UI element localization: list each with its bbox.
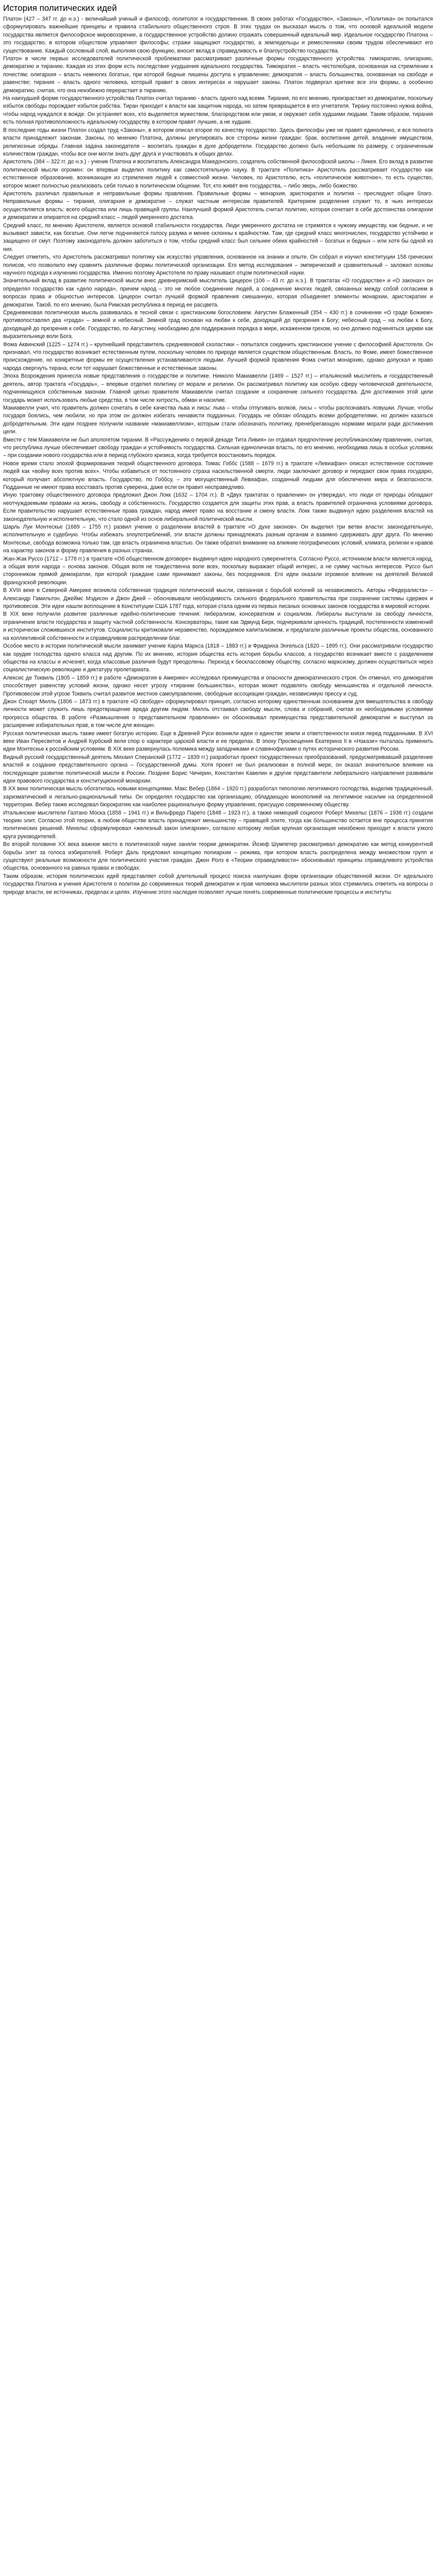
paragraph-14: Вместе с тем Макиавелли не был апологетом тирании. В «Рассуждениях о первой декаде Тита Ливия» он отдавал предпочтение республиканскому правлению, считая, что республика лучше обеспечивает свободу граждан и устойчивость государства. Сильная единоличная власть, по его мнению, необходима лишь в особых условиях – при создании нового государства или в период глубокого кризиса, когда требуется восстановить порядок. [3,436,433,459]
paragraph-18: Жан-Жак Руссо (1712 – 1778 гг.) в трактате «Об общественном договоре» выдвинул идею народного суверенитета. Согласно Руссо, источником власти является народ, а общая воля народа – основа законов. Общая воля не тождественна воле всех, поскольку выражает общий интерес, а не сумму частных интересов. Руссо был сторонником прямой демократии, при которой граждане сами принимают законы, без посредников. Его идеи оказали огромное влияние на деятелей Великой французской революции. [3,555,433,586]
paragraph-21: Особое место в истории политической мысли занимает учение Карла Маркса (1818 – 1883 гг.) и Фридриха Энгельса (1820 – 1895 гг.). Они рассматривали государство как орудие господства одного класса над другим. По их мнению, история общества есть история борьбы классов, а государство возникает вместе с разделением общества на классы и исчезнет, когда классовые различия будут преодолены. Переход к бесклассовому обществу, согласно марксизму, должен осуществиться через социалистическую революцию и диктатуру пролетариата. [3,643,433,673]
paragraph-17: Шарль Луи Монтескье (1689 – 1755 гг.) развил учение о разделении властей в трактате «О духе законов». Он выделил три ветви власти: законодательную, исполнительную и судебную. Чтобы избежать злоупотреблений, эти власти должны принадлежать разным органам и взаимно сдерживать друг друга. По мнению Монтескье, свобода возможна только там, где власть ограничена властью. Он также обратил внимание на влияние географических условий, климата, религии и нравов на характер законов и форму правления в разных странах. [3,524,433,554]
paragraph-7: Средний класс, по мнению Аристотеля, является основой стабильности государства. Люди умеренного достатка не стремятся к чужому имуществу, как бедные, и не вызывают зависти, как богатые. Они легче подчиняются голосу разума и менее склонны к крайностям. Там, где средний класс многочислен, государство устойчиво и защищено от смут. Поэтому законодатель должен заботиться о том, чтобы средний класс был сильнее обеих крайностей – богатых и бедных – или хотя бы одной из них. [3,222,433,252]
paragraph-11: Фома Аквинский (1225 – 1274 гг.) – крупнейший представитель средневековой схоластики – попытался соединить христианское учение с философией Аристотеля. Он признавал, что государство возникает естественным путем, поскольку человек по природе является существом общественным. Власть, по Фоме, имеет божественное происхождение, но конкретные формы ее осуществления устанавливаются людьми. Лучшей формой правления Фома считал монархию, однако допускал и право народа свергнуть тирана, если тот нарушает божественные и естественные законы. [3,341,433,371]
paragraph-8: Следует отметить, что Аристотель рассматривал политику как искусство управления, основанное на знании и опыте. Он собрал и изучил конституции 158 греческих полисов, что позволило ему сравнить различные формы политической организации. Его метод исследования – эмпирический и сравнительный – заложил основы научного подхода к изучению государства. Именно поэтому Аристотеля по праву называют отцом политической науки. [3,254,433,276]
paragraph-12: Эпоха Возрождения принесла новые представления о государстве и политике. Никколо Макиавелли (1469 – 1527 гг.) – итальянский мыслитель и государственный деятель, автор трактата «Государь», – впервые отделил политику от морали и религии. Он рассматривал политику как особую сферу человеческой деятельности, подчиняющуюся собственным законам. Главной целью правителя Макиавелли считал создание и сохранение сильного государства. Для достижения этой цели государь может использовать любые средства, в том числе хитрость, обман и насилие. [3,373,433,403]
paragraph-27: Итальянские мыслители Гаэтано Моска (1858 – 1941 гг.) и Вильфредо Парето (1848 – 1923 гг.), а также немецкий социолог Роберт Михельс (1876 – 1936 гг.) создали теорию элит. Согласно этой теории, в любом обществе власть принадлежит меньшинству – правящей элите, тогда как большинство остается вне процесса принятия политических решений. Михельс сформулировал «железный закон олигархии», согласно которому любая крупная организация неизбежно приходит к власти узкого круга руководителей. [3,809,433,840]
article-title: История политических идей [3,3,117,13]
paragraph-13: Макиавелли учил, что правитель должен сочетать в себе качества льва и лисы: льва – чтобы отпугивать волков, лисы – чтобы распознавать ловушки. Лучше, чтобы государя боялись, чем любили, но при этом он должен избегать ненависти подданных. Государь не обязан обладать всеми добродетелями, но должен казаться добродетельным. Эти идеи позднее получили название «макиавеллизм», которым стали обозначать политику, пренебрегающую нормами морали ради достижения цели. [3,404,433,435]
paragraph-5: Аристотель (384 – 322 гг. до н.э.) - ученик Платона и воспитатель Александра Македонского, создатель собственной философской школы – Ликея. Его вклад в развитие политической мысли огромен: он впервые выделил политику как самостоятельную науку. В трактате «Политика» Аристотель рассматривает государство как естественное образование, возникающее из стремления людей к совместной жизни. Человек, по Аристотелю, есть «политическое животное», то есть существо, которое может полностью реализовать себя только в политическом общении. Тот, кто живёт вне государства, – либо зверь, либо божество. [3,159,433,189]
paragraph-28: Во второй половине XX века важное место в политической науке заняли теории демократии. Йозеф Шумпетер рассматривал демократию как метод конкурентной борьбы элит за голоса избирателей. Роберт Даль предложил концепцию полиархии – режима, при котором власть распределена между множеством групп и существуют реальные возможности для политического участия граждан. Джон Ролз в «Теории справедливости» обосновывал принципы справедливого устройства общества, основанного на равных правах и свободах. [3,841,433,872]
paragraph-23: Джон Стюарт Милль (1806 – 1873 гг.) в трактате «О свободе» сформулировал принцип, согласно которому единственным основанием для вмешательства в свободу личности может служить лишь предотвращение вреда другим людям. Милль отстаивал свободу мысли, слова и собраний, считая их необходимыми условиями прогресса общества. В работе «Размышления о представительном правлении» он обосновывал преимущества представительной демократии и выступал за расширение избирательных прав, в том числе для женщин. [3,698,433,729]
paragraph-25: Видный русский государственный деятель Михаил Сперанский (1772 – 1839 гг.) разработал проект государственных преобразований, предусматривавший разделение властей и создание представительного органа – Государственной думы. Хотя проект не был реализован в полной мере, он оказал значительное влияние на последующее развитие политической мысли в России. Позднее Борис Чичерин, Константин Кавелин и другие представители либерального направления развивали идеи правового государства и конституционной монархии. [3,754,433,784]
paragraph-20: В XIX веке получили развитие различные идейно-политические течения: либерализм, консерватизм и социализм. Либералы выступали за свободу личности, ограничение власти государства и защиту частной собственности. Консерваторы, такие как Эдмунд Берк, подчеркивали ценность традиций, постепенности изменений и исторически сложившихся институтов. Социалисты критиковали неравенство, порождаемое капитализмом, и предлагали различные проекты общества, основанного на коллективной собственности и справедливом распределении благ. [3,611,433,641]
paragraph-19: В XVIII веке в Северной Америке возникла собственная традиция политической мысли, связанная с борьбой колоний за независимость. Авторы «Федералиста» – Александр Гамильтон, Джеймс Мэдисон и Джон Джей – обосновывали необходимость сильного федерального правительства при сохранении системы сдержек и противовесов. Эти идеи нашли воплощение в Конституции США 1787 года, которая стала одним из первых писаных основных законов государства в мировой истории. [3,587,433,610]
paragraph-24: Русская политическая мысль также имеет богатую историю. Еще в Древней Руси возникли идеи о единстве земли и ответственности князя перед подданными. В XVI веке Иван Пересветов и Андрей Курбский вели спор о характере царской власти и ее пределах. В эпоху Просвещения Екатерина II в «Наказе» пыталась применить идеи Монтескье к российским условиям. В XIX веке развернулась полемика между западниками и славянофилами о путях исторического развития России. [3,730,433,753]
paragraph-10: Средневековая политическая мысль развивалась в тесной связи с христианским богословием. Августин Блаженный (354 – 430 гг.) в сочинении «О граде Божием» противопоставлял два «града» – земной и небесный. Земной град основан на любви к себе, доходящей до презрения к Богу; небесный град – на любви к Богу, доходящей до презрения к себе. Государство, по Августину, необходимо для поддержания порядка в мире, искаженном грехом, но оно должно подчиняться церкви как выразительнице воли Бога. [3,310,433,340]
paragraph-9: Значительный вклад в развитие политической мысли внес древнеримский мыслитель Цицерон (106 – 43 гг. до н.э.). В трактатах «О государстве» и «О законах» он определял государство как «дело народа», причем народ – это не любое соединение людей, а соединение многих людей, связанных между собой согласием в вопросах права и общностью интересов. Цицерон считал лучшей формой правления смешанную, которая объединяет элементы монархии, аристократии и демократии. Такой, по его мнению, была Римская республика в период ее расцвета. [3,278,433,308]
paragraph-16: Иную трактовку общественного договора предложил Джон Локк (1632 – 1704 гг.). В «Двух трактатах о правлении» он утверждал, что люди от природы обладают неотчуждаемыми правами на жизнь, свободу и собственность. Государство создается для защиты этих прав, а власть правителей ограничена условиями договора. Если правительство нарушает естественные права граждан, народ имеет право на восстание и смену власти. Локк также выдвинул идею разделения властей на законодательную и исполнительную, что стало одной из основ либеральной политической мысли. [3,492,433,522]
paragraph-22: Алексис де Токвиль (1805 – 1859 гг.) в работе «Демократия в Америке» исследовал преимущества и опасности демократического строя. Он отмечал, что демократия способствует равенству условий жизни, однако несет угрозу «тирании большинства», которая может подавлять свободу меньшинства и отдельной личности. Противовесом этой угрозе Токвиль считал развитое местное самоуправление, свободные ассоциации граждан, независимую прессу и суд. [3,674,433,697]
paragraph-4: В последние годы жизни Платон создал труд «Законы», в котором описал второе по качеству государство. Здесь философы уже не правят единолично, и вся полнота власти принадлежит законам. Законы, по мнению Платона, должны регулировать все стороны жизни граждан: брак, воспитание детей, владение имуществом, религиозные обряды. Главная задача законодателя – воспитать граждан в духе добродетели. Государство должно быть небольшим по размеру, с ограниченным количеством граждан, чтобы все они могли знать друг друга и участвовать в общих делах. [3,127,433,157]
paragraph-1: Платон (427 – 347 гг. до н.э.) - величайший ученый и философ, политолог и государственник. В своих работах «Государство», «Законы», «Политика» он попытался сформулировать важнейшие принципы и правила стабильного общественного строя. В этих трудах он высказал мысль о том, что основой идеальной модели государства является философское мировоззрение, а государственное устройство должно отражать совершенный идеальный мир. Идеальное государство Платона – это государство, в котором обществом управляют философы; стражи защищают государство, а земледельцы и ремесленники своим трудом обеспечивают его существование. Каждый сословный слой, выполняя свою функцию, вносит вклад в справедливость и благоустройство государства. [3,16,433,54]
paragraph-29: Таким образом, история политических идей представляет собой длительный процесс поиска наилучших форм организации общественной жизни. От идеального государства Платона и учения Аристотеля о политии до современных теорий демократии и прав человека мыслители разных эпох стремились ответить на вопросы о природе власти, ее источниках, пределах и целях. Изучение этого наследия позволяет лучше понять современные политические процессы и институты. [3,873,433,895]
paragraph-2: Платон в числе первых исследователей политической проблематики рассматривает различные формы государственного устройства: тимократию, олигархию, демократию и тиранию. Каждая из этих форм есть последствие ухудшения идеального государства. Тимократия – власть честолюбцев, основанная на стремлении к почестям; олигархия – власть немногих богатых, при которой бедные лишены доступа к управлению; демократия – власть большинства, основанная на свободе и равенстве; тирания – власть одного человека, который правит в своих интересах и нарушает законы. Платон подвергал критике все эти формы, а особенно демократию, считая, что она неизбежно перерастает в тиранию. [3,56,433,94]
paragraph-6: Аристотель различал правильные и неправильные формы правления. Правильные формы – монархия, аристократия и полития – преследуют общее благо. Неправильные формы – тирания, олигархия и демократия – служат частным интересам правителей. Критерием разделения служит то, в чьих интересах осуществляется власть: всего общества или лишь правящей группы. Наилучшей формой Аристотель считал политию, которая сочетает в себе достоинства олигархии и демократии и опирается на средний класс – людей умеренного достатка. [3,190,433,221]
article-body [3,15,433,896]
paragraph-26: В XX веке политическая мысль обогатилась новыми концепциями. Макс Вебер (1864 – 1920 гг.) разработал типологию легитимного господства, выделив традиционный, харизматический и легально-рациональный типы. Он определял государство как организацию, обладающую монополией на легитимное насилие на определенной территории. Вебер также исследовал бюрократию как наиболее рациональную форму управления, присущую современному обществу. [3,786,433,808]
paragraph-15: Новое время стало эпохой формирования теорий общественного договора. Томас Гоббс (1588 – 1679 гг.) в трактате «Левиафан» описал естественное состояние людей как «войну всех против всех». Чтобы избавиться от постоянного страха насильственной смерти, люди заключают договор и передают свои права государю, который получает абсолютную власть. Государство, по Гоббсу, – это могущественный Левиафан, созданный людьми для обеспечения мира и безопасности. Подданные не имеют права восставать против суверена, даже если он правит несправедливо. [3,460,433,490]
paragraph-3: На наихудшей форме государственного устройства Платон считал тиранию - власть одного над всеми. Тирания, по его мнению, произрастает из демократии, поскольку избыток свободы порождает избыток рабства. Тиран приходит к власти как защитник народа, но затем превращается в его угнетателя. Тирану постоянно нужна война, чтобы народ нуждался в вожде. Он устраняет всех, кто выделяется мужеством, благородством или умом, и окружает себя худшими людьми. Таким образом, тирания есть полная противоположность идеальному государству, в котором правят лучшие, а не худшие. [3,95,433,126]
